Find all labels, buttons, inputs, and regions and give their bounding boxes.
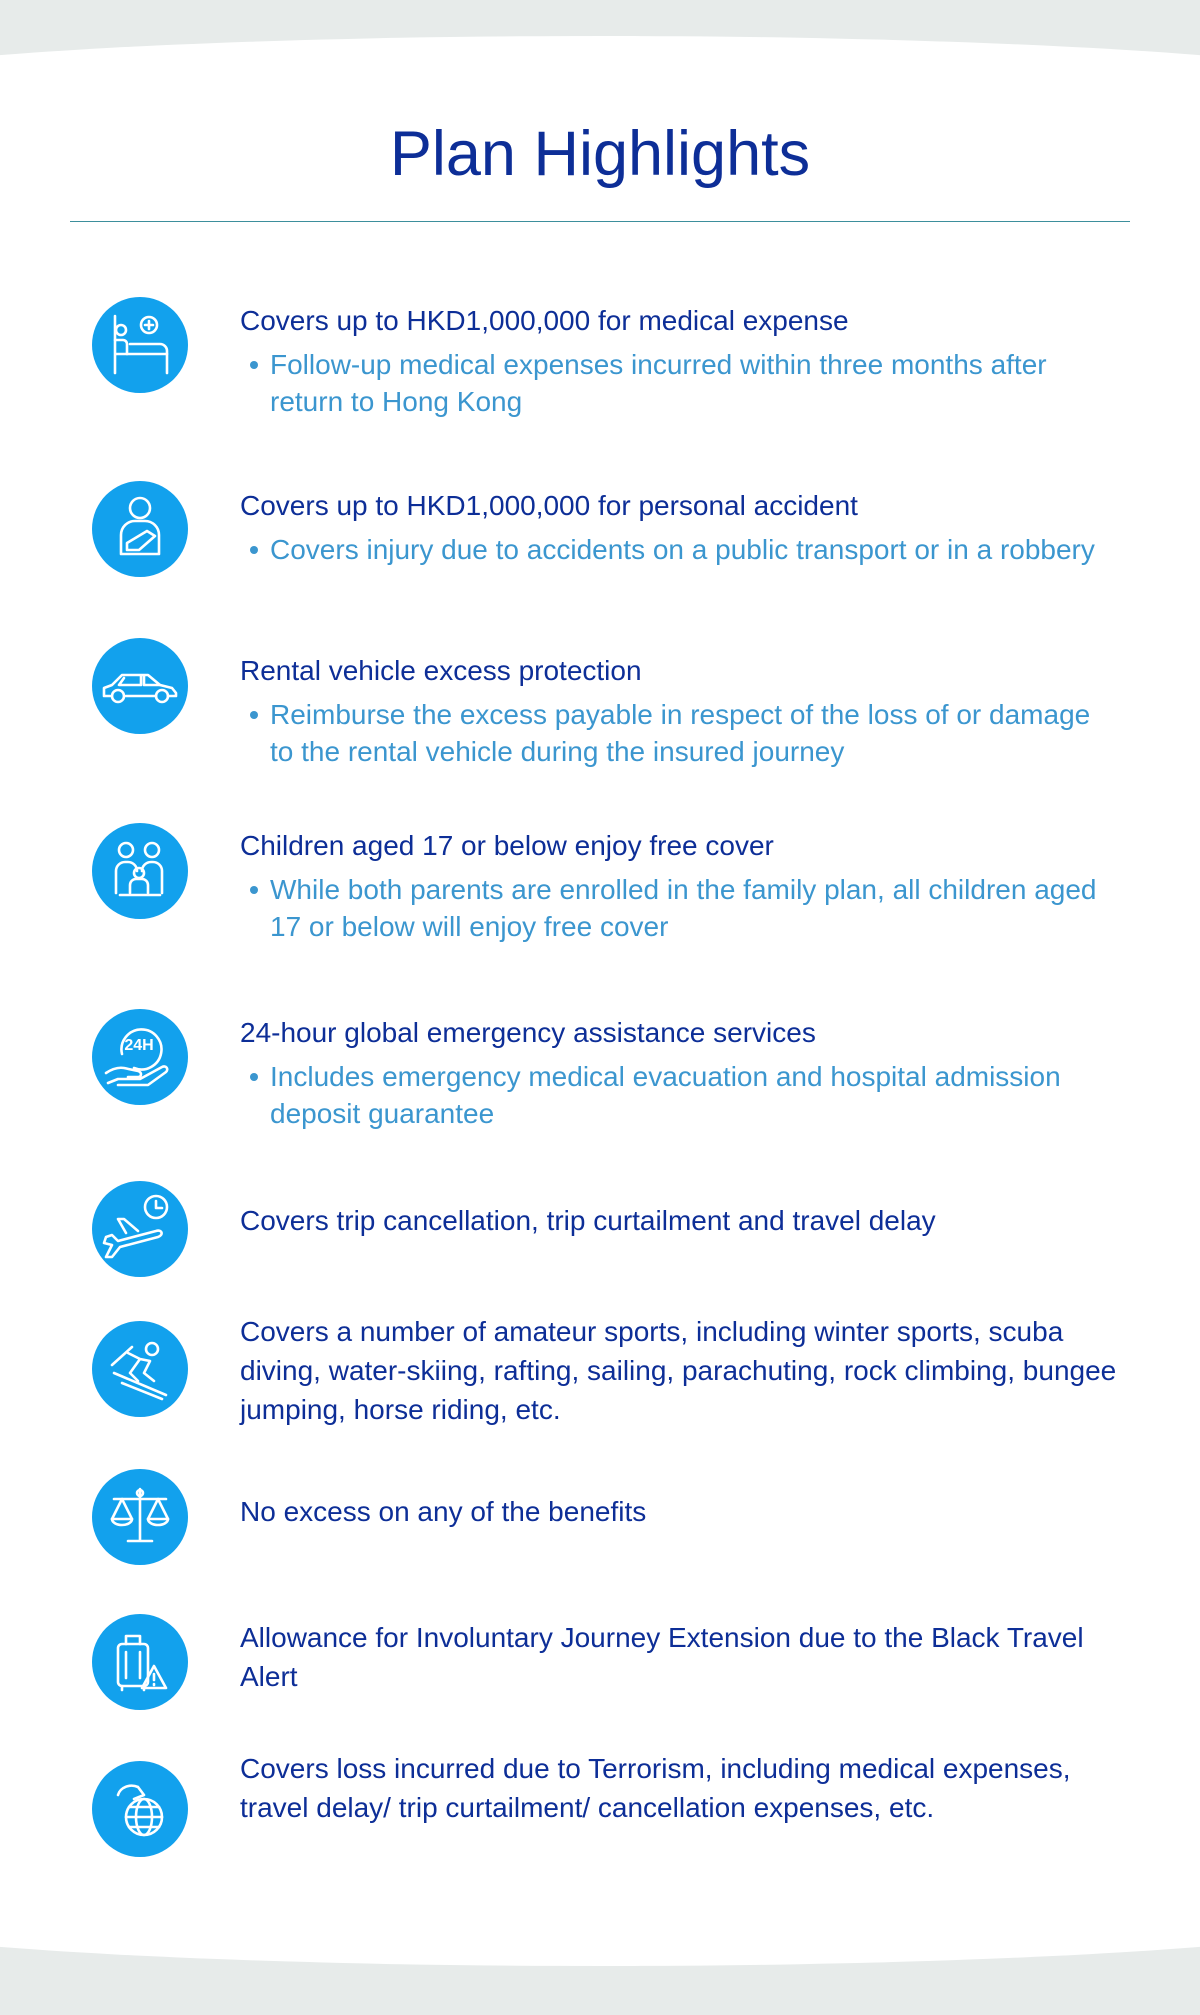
icon-label-24h: 24H <box>124 1037 154 1054</box>
family-icon <box>92 823 188 919</box>
skier-icon <box>92 1321 188 1417</box>
highlight-emergency-assistance <box>240 1013 1120 1132</box>
highlight-personal-accident <box>240 486 1120 568</box>
highlight-heading: 24-hour global emergency assistance services <box>240 1017 816 1048</box>
highlight-heading: Allowance for Involuntary Journey Extension due to the Black Travel Alert <box>240 1622 1084 1692</box>
highlight-bullet <box>240 346 1120 420</box>
highlight-trip-cancellation <box>240 1201 1120 1240</box>
bullet-dot <box>250 711 258 719</box>
highlight-children <box>240 826 1120 945</box>
hospital-bed-icon <box>92 297 188 393</box>
bullet-dot <box>250 361 258 369</box>
highlight-heading: Covers a number of amateur sports, including winter sports, scuba diving, water-skiing, rafting, sailing, parachuting, rock climbing, bungee jumping, horse riding, etc. <box>240 1316 1117 1425</box>
highlight-heading: Children aged 17 or below enjoy free cover <box>240 830 774 861</box>
grenade-globe-icon <box>92 1761 188 1857</box>
bullet-dot <box>250 546 258 554</box>
title-divider <box>70 221 1130 222</box>
car-icon <box>92 638 188 734</box>
highlight-bullet-text: Covers injury due to accidents on a public transport or in a robbery <box>270 534 1095 565</box>
highlight-heading: Covers up to HKD1,000,000 for medical expense <box>240 305 849 336</box>
highlight-bullet <box>240 871 1120 945</box>
24h-assistance-icon <box>92 1009 188 1105</box>
highlight-terrorism <box>240 1749 1120 1827</box>
highlight-bullet <box>240 531 1120 568</box>
balance-scale-icon <box>92 1469 188 1565</box>
highlight-bullet <box>240 696 1120 770</box>
highlight-medical <box>240 301 1120 420</box>
highlight-bullet-text: Includes emergency medical evacuation and hospital admission deposit guarantee <box>270 1061 1061 1129</box>
highlight-heading: No excess on any of the benefits <box>240 1496 647 1527</box>
highlight-heading: Rental vehicle excess protection <box>240 655 642 686</box>
highlight-journey-extension <box>240 1618 1120 1696</box>
luggage-alert-icon <box>92 1614 188 1710</box>
highlight-heading: Covers trip cancellation, trip curtailment and travel delay <box>240 1205 936 1236</box>
highlight-bullet-text: Reimburse the excess payable in respect of the loss of or damage to the rental vehicle during the insured journey <box>270 699 1091 767</box>
highlight-bullet <box>240 1058 1120 1132</box>
airplane-clock-icon <box>92 1181 188 1277</box>
injured-person-icon <box>92 481 188 577</box>
highlight-heading: Covers up to HKD1,000,000 for personal accident <box>240 490 858 521</box>
highlight-bullet-text: Follow-up medical expenses incurred within three months after return to Hong Kong <box>270 349 1047 417</box>
highlight-sports <box>240 1312 1120 1429</box>
highlight-bullet-text: While both parents are enrolled in the family plan, all children aged 17 or below will enjoy free cover <box>270 874 1097 942</box>
page-title: Plan Highlights <box>389 119 811 189</box>
bullet-dot <box>250 1073 258 1081</box>
highlight-no-excess <box>240 1492 1120 1531</box>
highlight-heading: Covers loss incurred due to Terrorism, including medical expenses, travel delay/ trip curtailment/ cancellation expenses, etc. <box>240 1753 1071 1823</box>
bullet-dot <box>250 886 258 894</box>
highlight-rental-vehicle <box>240 651 1120 770</box>
